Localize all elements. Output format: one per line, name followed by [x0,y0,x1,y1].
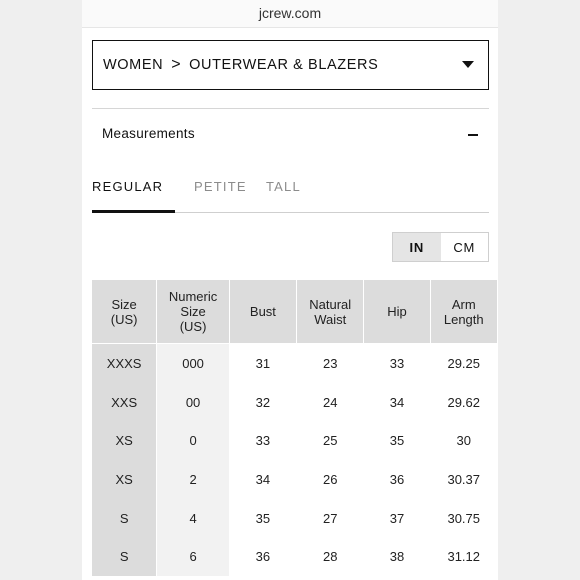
tab-regular[interactable]: REGULAR [92,179,164,194]
size-chart-table [92,280,498,576]
breadcrumb-level1: WOMEN [103,57,164,73]
unit-toggle [392,232,489,262]
unit-cm-button[interactable]: CM [453,239,476,255]
cell-hip: 33 [364,344,430,383]
cell-bust: 31 [230,344,297,383]
table-row [92,421,498,460]
cell-hip: 38 [364,537,430,576]
cell-size: XXS [92,383,157,422]
cell-numeric: 4 [157,499,230,538]
unit-in-button[interactable]: IN [393,233,441,261]
breadcrumb-level2: OUTERWEAR & BLAZERS [189,57,379,73]
active-tab-indicator [92,210,175,213]
tab-tall[interactable]: TALL [266,179,301,194]
cell-waist: 26 [297,460,365,499]
header-bust: Bust [230,280,297,344]
fit-tabs [92,170,489,213]
cell-size: XXXS [92,344,157,383]
header-hip: Hip [364,280,430,344]
table-row [92,460,498,499]
cell-bust: 35 [230,499,297,538]
cell-arm: 30.75 [431,499,499,538]
cell-size: S [92,537,157,576]
cell-bust: 33 [230,421,297,460]
header-arm-length: Arm Length [431,280,499,344]
url-text: jcrew.com [258,5,322,21]
cell-arm: 29.25 [431,344,499,383]
cell-arm: 31.12 [431,537,499,576]
table-row [92,499,498,538]
section-divider [92,108,489,109]
web-page [82,0,498,580]
tab-petite[interactable]: PETITE [194,179,247,194]
cell-numeric: 2 [157,460,230,499]
category-selector[interactable] [92,40,489,90]
cell-waist: 25 [297,421,365,460]
cell-waist: 27 [297,499,365,538]
cell-size: S [92,499,157,538]
cell-bust: 34 [230,460,297,499]
collapse-minus-icon[interactable] [468,134,478,136]
table-row [92,537,498,576]
table-row [92,383,498,422]
header-natural-waist: Natural Waist [297,280,365,344]
cell-hip: 37 [364,499,430,538]
cell-hip: 34 [364,383,430,422]
cell-bust: 36 [230,537,297,576]
cell-arm: 29.62 [431,383,499,422]
cell-bust: 32 [230,383,297,422]
header-numeric-size: Numeric Size (US) [157,280,230,344]
cell-hip: 36 [364,460,430,499]
cell-hip: 35 [364,421,430,460]
cell-numeric: 000 [157,344,230,383]
table-row [92,344,498,383]
cell-waist: 28 [297,537,365,576]
table-header-row [92,280,498,344]
cell-numeric: 6 [157,537,230,576]
cell-arm: 30.37 [431,460,499,499]
address-bar[interactable] [82,0,498,28]
breadcrumb-separator: > [171,56,182,73]
cell-waist: 24 [297,383,365,422]
cell-size: XS [92,421,157,460]
measurements-heading[interactable]: Measurements [102,126,195,141]
cell-waist: 23 [297,344,365,383]
cell-size: XS [92,460,157,499]
caret-down-icon[interactable] [462,61,474,68]
header-size-us: Size (US) [92,280,157,344]
cell-numeric: 0 [157,421,230,460]
cell-arm: 30 [431,421,499,460]
cell-numeric: 00 [157,383,230,422]
